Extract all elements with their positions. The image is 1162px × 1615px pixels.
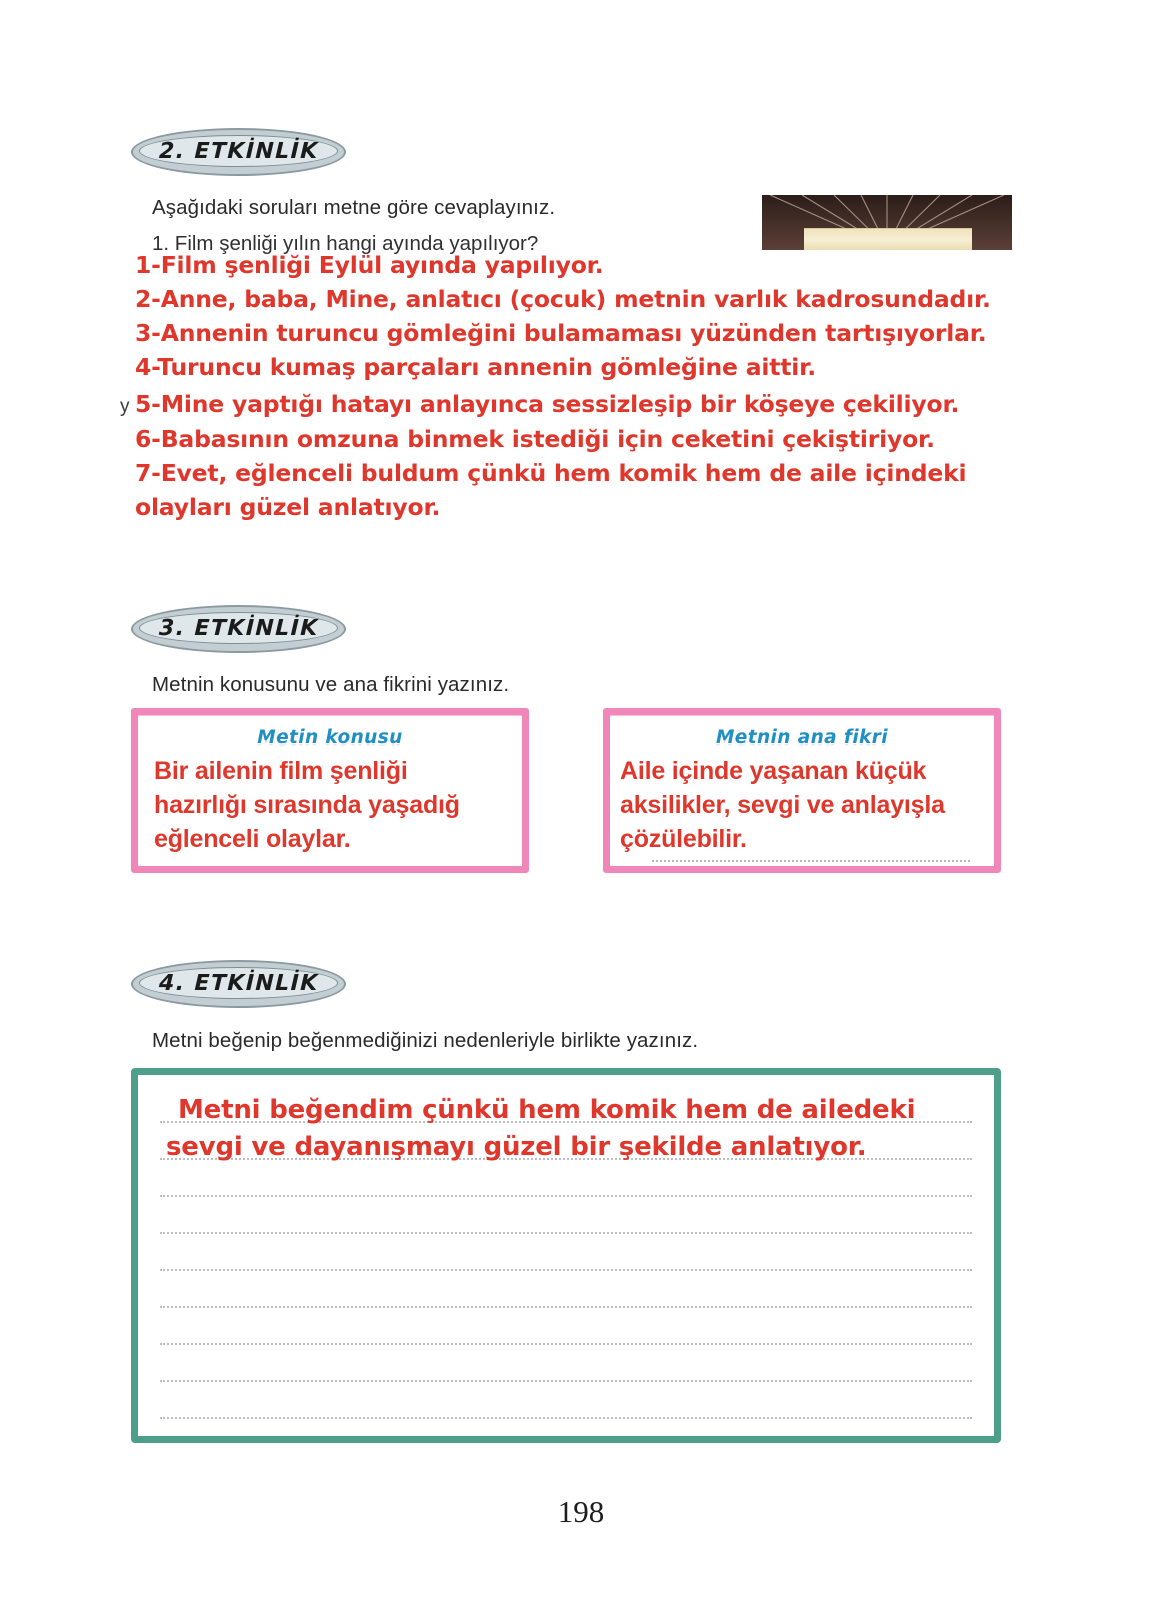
ruled-line — [160, 1380, 972, 1382]
main-idea-box[interactable] — [603, 708, 1001, 873]
activity-badge-4-label: 4. ETKİNLİK — [158, 970, 319, 996]
topic-box-heading: Metin konusu — [257, 727, 403, 748]
activity-2-answer-line: 6-Babasının omzuna binmek istediği için ceketini çekiştiriyor. — [135, 425, 935, 453]
activity-badge-3 — [131, 605, 346, 653]
ruled-line — [160, 1269, 972, 1271]
activity-badge-3-inner — [139, 612, 338, 644]
main-idea-box-line: aksilikler, sevgi ve anlayışla — [620, 791, 945, 819]
ruled-line — [160, 1306, 972, 1308]
topic-box[interactable] — [131, 708, 529, 873]
activity-2-answer-line: olayları güzel anlatıyor. — [135, 493, 441, 521]
activity-badge-2 — [131, 128, 346, 176]
page-number: 198 — [557, 1494, 605, 1529]
activity-2-answer-line: 7-Evet, eğlenceli buldum çünkü hem komik hem de aile içindeki — [135, 459, 967, 487]
main-idea-box-line: çözülebilir. — [620, 825, 747, 853]
ruled-line — [160, 1195, 972, 1197]
activity-badge-3-label: 3. ETKİNLİK — [158, 615, 319, 641]
main-idea-box-line: Aile içinde yaşanan küçük — [620, 757, 927, 785]
activity-2-answer-line: 3-Annenin turuncu gömleğini bulamaması yüzünden tartışıyorlar. — [135, 319, 987, 347]
stray-printed-glyph: y — [120, 396, 130, 417]
cinema-illustration — [762, 195, 1012, 250]
printed-question-1: 1. Film şenliği yılın hangi ayında yapılıyor? — [152, 232, 539, 255]
ruled-line — [160, 1232, 972, 1234]
activity-2-answer-line: 5-Mine yaptığı hatayı anlayınca sessizleşip bir köşeye çekiliyor. — [135, 390, 960, 418]
ruled-line — [160, 1343, 972, 1345]
ruled-line — [160, 1417, 972, 1419]
activity-2-answer-line: 1-Film şenliği Eylül ayında yapılıyor. — [135, 251, 604, 279]
activity-badge-4-inner — [139, 967, 338, 999]
activity-4-instruction: Metni beğenip beğenmediğinizi nedenleriyle birlikte yazınız. — [152, 1029, 699, 1052]
main-idea-box-heading: Metnin ana fikri — [715, 727, 889, 748]
topic-box-line: Bir ailenin film şenliği — [154, 757, 408, 785]
free-response-box[interactable] — [131, 1068, 1001, 1443]
activity-2-instruction: Aşağıdaki soruları metne göre cevaplayınız. — [152, 196, 556, 219]
activity-badge-4 — [131, 960, 346, 1008]
activity-3-instruction: Metnin konusunu ve ana fikrini yazınız. — [152, 673, 510, 696]
activity-badge-2-label: 2. ETKİNLİK — [158, 138, 319, 164]
cinema-screen — [804, 228, 972, 250]
activity-badge-2-inner — [139, 135, 338, 167]
topic-box-line: eğlenceli olaylar. — [154, 825, 351, 853]
activity-4-answer-line: Metni beğendim çünkü hem komik hem de ailedeki — [178, 1095, 916, 1125]
activity-2-answer-line: 4-Turuncu kumaş parçaları annenin gömleğine aittir. — [135, 353, 816, 381]
activity-2-answer-line: 2-Anne, baba, Mine, anlatıcı (çocuk) metnin varlık kadrosundadır. — [135, 285, 991, 313]
main-idea-box-rule — [652, 860, 970, 862]
activity-4-answer-line: sevgi ve dayanışmayı güzel bir şekilde anlatıyor. — [166, 1132, 867, 1162]
topic-box-line: hazırlığı sırasında yaşadığ — [154, 791, 460, 819]
